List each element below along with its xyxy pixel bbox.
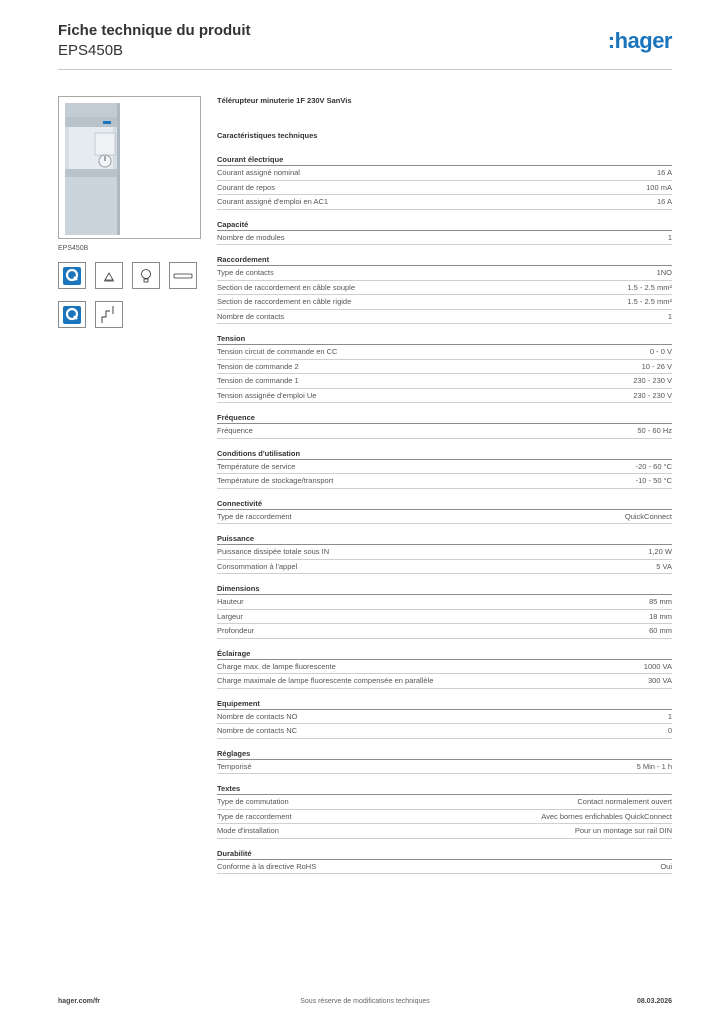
tube-lamp-icon	[169, 262, 197, 289]
spec-row	[217, 389, 672, 404]
spec-row	[217, 360, 672, 375]
spec-section	[217, 748, 672, 775]
spec-label: Tension circuit de commande en CC	[217, 347, 338, 356]
spec-value: Contact normalement ouvert	[577, 797, 672, 806]
spec-row	[217, 474, 672, 489]
spec-row	[217, 281, 672, 296]
quickconnect-icon	[58, 301, 86, 328]
spec-value: 1	[667, 232, 672, 242]
section-title: Capacité	[217, 219, 672, 231]
spec-label: Section de raccordement en câble souple	[217, 282, 356, 292]
footer-date: 08.03.2026	[636, 998, 672, 1005]
spec-label: Mode d'installation	[217, 826, 279, 835]
spec-row	[217, 560, 672, 575]
spec-row	[217, 824, 672, 839]
spec-row	[217, 374, 672, 389]
spec-value: 18 mm	[649, 611, 672, 621]
spec-label: Hauteur	[217, 597, 244, 606]
spec-row	[217, 181, 672, 196]
spec-row	[217, 724, 672, 739]
section-title: Equipement	[217, 698, 672, 710]
product-reference: EPS450B	[58, 42, 124, 59]
spec-section	[217, 783, 672, 839]
spec-section	[217, 698, 672, 739]
spec-value: 0	[667, 726, 672, 735]
spec-row	[217, 795, 672, 810]
spec-label: Conforme à la directive RoHS	[217, 861, 317, 871]
spec-row	[217, 860, 672, 875]
spec-section	[217, 254, 672, 324]
spec-row	[217, 424, 672, 439]
spec-label: Nombre de contacts	[217, 311, 285, 321]
spec-row	[217, 345, 672, 360]
section-title: Textes	[217, 783, 672, 795]
section-title: Dimensions	[217, 583, 672, 595]
spec-label: Nombre de contacts NO	[217, 711, 298, 721]
spec-row	[217, 295, 672, 310]
spec-value: 1	[667, 311, 672, 321]
spec-section	[217, 848, 672, 875]
spec-label: Charge max. de lampe fluorescente	[217, 661, 336, 671]
spec-label: Courant assigné d'emploi en AC1	[217, 197, 329, 206]
spec-row	[217, 710, 672, 725]
product-image	[58, 96, 201, 239]
section-title: Puissance	[217, 533, 672, 545]
spec-value: 16 A	[656, 197, 672, 206]
spec-row	[217, 510, 672, 525]
spec-label: Type de raccordement	[217, 511, 292, 521]
feature-icons	[58, 262, 218, 328]
section-title: Tension	[217, 333, 672, 345]
spec-value: 85 mm	[649, 597, 672, 606]
section-title: Réglages	[217, 748, 672, 760]
spec-section	[217, 219, 672, 246]
spec-row	[217, 166, 672, 181]
spec-label: Type de commutation	[217, 797, 289, 806]
spec-label: Consommation à l'appel	[217, 561, 298, 571]
spec-value: -10 - 50 °C	[635, 476, 672, 485]
section-title: Raccordement	[217, 254, 672, 266]
spec-value: 230 - 230 V	[633, 376, 672, 385]
spec-section	[217, 648, 672, 689]
spec-row	[217, 266, 672, 281]
spec-value: QuickConnect	[624, 511, 672, 521]
spec-value: 50 - 60 Hz	[637, 426, 672, 435]
specifications-panel	[217, 96, 672, 883]
spec-label: Nombre de modules	[217, 232, 285, 242]
image-caption: EPS450B	[58, 245, 89, 252]
spec-label: Type de raccordement	[217, 811, 292, 821]
spec-value: 100 mA	[646, 182, 672, 192]
section-title: Fréquence	[217, 412, 672, 424]
document-title: Fiche technique du produit	[58, 22, 251, 39]
product-name: Télérupteur minuterie 1F 230V SanVis	[217, 96, 352, 105]
spec-value: -20 - 60 °C	[635, 461, 672, 471]
spec-row	[217, 595, 672, 610]
spec-row	[217, 231, 672, 246]
spec-label: Courant assigné nominal	[217, 168, 300, 177]
spec-section	[217, 583, 672, 639]
spec-label: Puissance dissipée totale sous IN	[217, 547, 330, 556]
section-title: Éclairage	[217, 648, 672, 660]
spec-label: Nombre de contacts NC	[217, 726, 298, 735]
spec-value: 1	[667, 711, 672, 721]
spec-value: 1000 VA	[643, 661, 672, 671]
spec-label: Température de stockage/transport	[217, 476, 334, 485]
hager-logo: :hager	[607, 28, 672, 53]
footer-notice: Sous réserve de modifications techniques	[300, 998, 430, 1005]
spec-label: Courant de repos	[217, 182, 275, 192]
spec-value: 60 mm	[649, 626, 672, 635]
spec-value: 300 VA	[647, 676, 672, 685]
spec-value: Pour un montage sur rail DIN	[574, 826, 672, 835]
spec-label: Type de contacts	[217, 268, 274, 277]
spec-value: 0 - 0 V	[649, 347, 672, 356]
spec-label: Section de raccordement en câble rigide	[217, 297, 352, 306]
spec-row	[217, 660, 672, 675]
spec-value: 16 A	[656, 168, 672, 177]
page-header	[58, 22, 672, 70]
spec-value: 1.5 - 2.5 mm²	[627, 282, 672, 292]
section-title: Conditions d'utilisation	[217, 448, 672, 460]
spec-label: Tension assignée d'emploi Ue	[217, 390, 317, 400]
spec-label: Temporisé	[217, 761, 252, 771]
product-sidebar	[58, 96, 201, 340]
spec-row	[217, 674, 672, 689]
footer-website[interactable]: hager.com/fr	[58, 998, 101, 1005]
specifications-heading: Caractéristiques techniques	[217, 131, 318, 140]
spec-section	[217, 448, 672, 489]
spec-label: Tension de commande 2	[217, 361, 299, 371]
spec-row	[217, 810, 672, 825]
bulb-icon	[132, 262, 160, 289]
spec-section	[217, 533, 672, 574]
spec-row	[217, 760, 672, 775]
spec-row	[217, 610, 672, 625]
section-title: Connectivité	[217, 498, 672, 510]
spec-value: 10 - 26 V	[641, 361, 672, 371]
fluorescent-lamp-icon	[95, 262, 123, 289]
spec-row	[217, 460, 672, 475]
section-title: Durabilité	[217, 848, 672, 860]
section-title: Courant électrique	[217, 154, 672, 166]
spec-row	[217, 195, 672, 210]
staircase-timer-icon	[95, 301, 123, 328]
spec-section	[217, 154, 672, 210]
spec-value: 5 VA	[656, 561, 672, 571]
spec-section	[217, 412, 672, 439]
spec-row	[217, 310, 672, 325]
spec-label: Tension de commande 1	[217, 376, 299, 385]
spec-value: 230 - 230 V	[633, 390, 672, 400]
spec-label: Profondeur	[217, 626, 255, 635]
spec-section	[217, 333, 672, 403]
spec-value: Avec bornes enfichables QuickConnect	[541, 811, 672, 821]
spec-label: Largeur	[217, 611, 243, 621]
spec-label: Température de service	[217, 461, 296, 471]
spec-row	[217, 624, 672, 639]
spec-value: Oui	[660, 861, 672, 871]
spec-value: 1.5 - 2.5 mm²	[627, 297, 672, 306]
specification-sections	[217, 154, 672, 874]
spec-label: Charge maximale de lampe fluorescente compensée en parallèle	[217, 676, 434, 685]
spec-value: 5 Min - 1 h	[636, 761, 672, 771]
quickconnect-icon	[58, 262, 86, 289]
spec-row	[217, 545, 672, 560]
spec-value: 1,20 W	[648, 547, 672, 556]
spec-label: Fréquence	[217, 426, 253, 435]
spec-section	[217, 498, 672, 525]
spec-value: 1NO	[656, 268, 672, 277]
